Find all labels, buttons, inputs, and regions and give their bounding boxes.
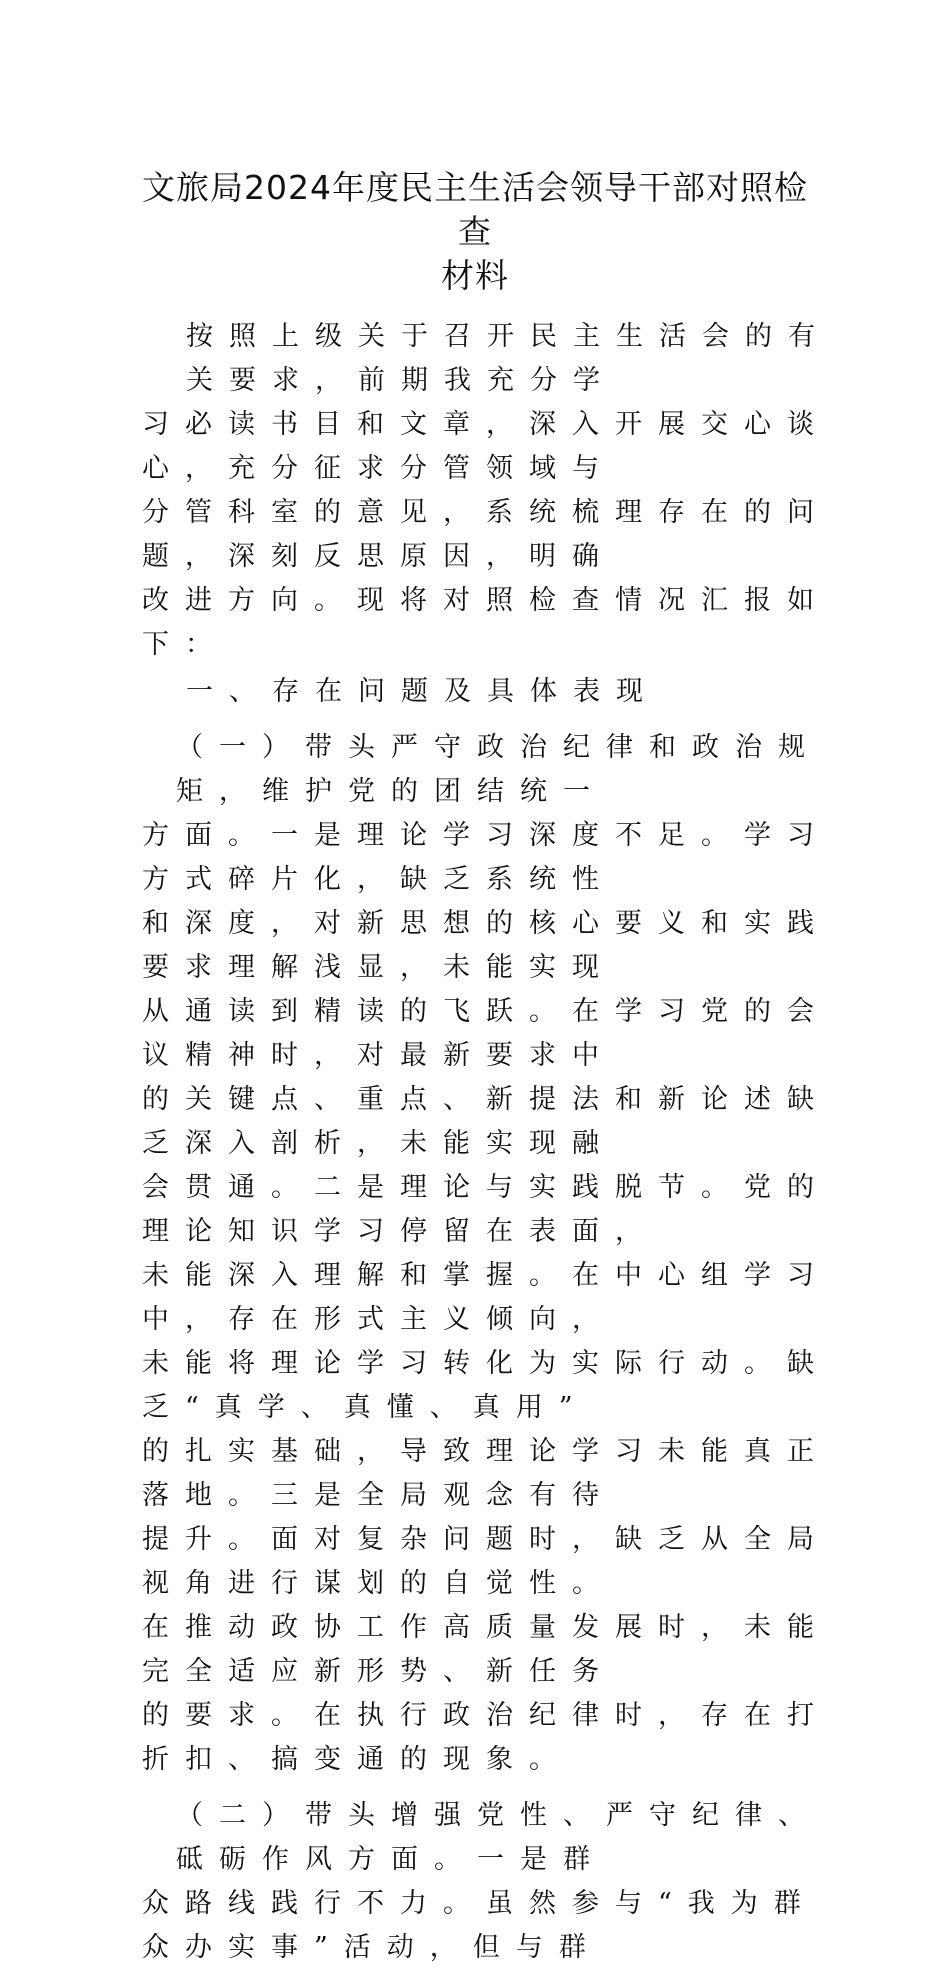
- paragraph-line: 从通读到精读的飞跃。在学习党的会议精神时，对最新要求中: [142, 996, 830, 1071]
- paragraph-line: 会贯通。二是理论与实践脱节。党的理论知识学习停留在表面，: [142, 1172, 830, 1247]
- section-heading-block: [142, 670, 842, 714]
- document-page: [142, 166, 842, 1970]
- paragraph-line: 按照上级关于召开民主生活会的有关要求，前期我充分学: [186, 321, 831, 396]
- document-title: [142, 166, 842, 298]
- paragraph-line: 在推动政协工作高质量发展时，未能完全适应新形势、新任务: [142, 1612, 830, 1687]
- document-body: [142, 315, 842, 1970]
- paragraph-line: （二）带头增强党性、严守纪律、砥砺作风方面。一是群: [176, 1800, 821, 1875]
- section-heading: 一、存在问题及具体表现: [186, 676, 659, 707]
- paragraph-two: [142, 1794, 842, 1970]
- paragraph-intro: [142, 315, 842, 667]
- paragraph-one: [142, 726, 842, 1782]
- title-line-2: 材料: [441, 256, 509, 295]
- paragraph-line: 的扎实基础，导致理论学习未能真正落地。三是全局观念有待: [142, 1436, 830, 1511]
- paragraph-line: （一）带头严守政治纪律和政治规矩，维护党的团结统一: [176, 732, 821, 807]
- paragraph-line: 方面。一是理论学习深度不足。学习方式碎片化，缺乏系统性: [142, 820, 830, 895]
- paragraph-line: 改进方向。现将对照检查情况汇报如下：: [142, 585, 830, 660]
- paragraph-line: 和深度，对新思想的核心要义和实践要求理解浅显，未能实现: [142, 908, 830, 983]
- paragraph-line: 未能深入理解和掌握。在中心组学习中，存在形式主义倾向，: [142, 1260, 830, 1335]
- title-line-1: 文旅局2024年度民主生活会领导干部对照检查: [142, 168, 808, 251]
- paragraph-line: 的要求。在执行政治纪律时，存在打折扣、搞变通的现象。: [142, 1700, 830, 1775]
- paragraph-line: 未能将理论学习转化为实际行动。缺乏“真学、真懂、真用”: [142, 1348, 830, 1423]
- paragraph-line: 习必读书目和文章，深入开展交心谈心，充分征求分管领域与: [142, 409, 830, 484]
- paragraph-line: 的关键点、重点、新提法和新论述缺乏深入剖析，未能实现融: [142, 1084, 830, 1159]
- paragraph-line: 众路线践行不力。虽然参与“我为群众办实事”活动，但与群: [142, 1888, 817, 1963]
- paragraph-line: 提升。面对复杂问题时，缺乏从全局视角进行谋划的自觉性。: [142, 1524, 830, 1599]
- paragraph-line: 分管科室的意见，系统梳理存在的问题，深刻反思原因，明确: [142, 497, 830, 572]
